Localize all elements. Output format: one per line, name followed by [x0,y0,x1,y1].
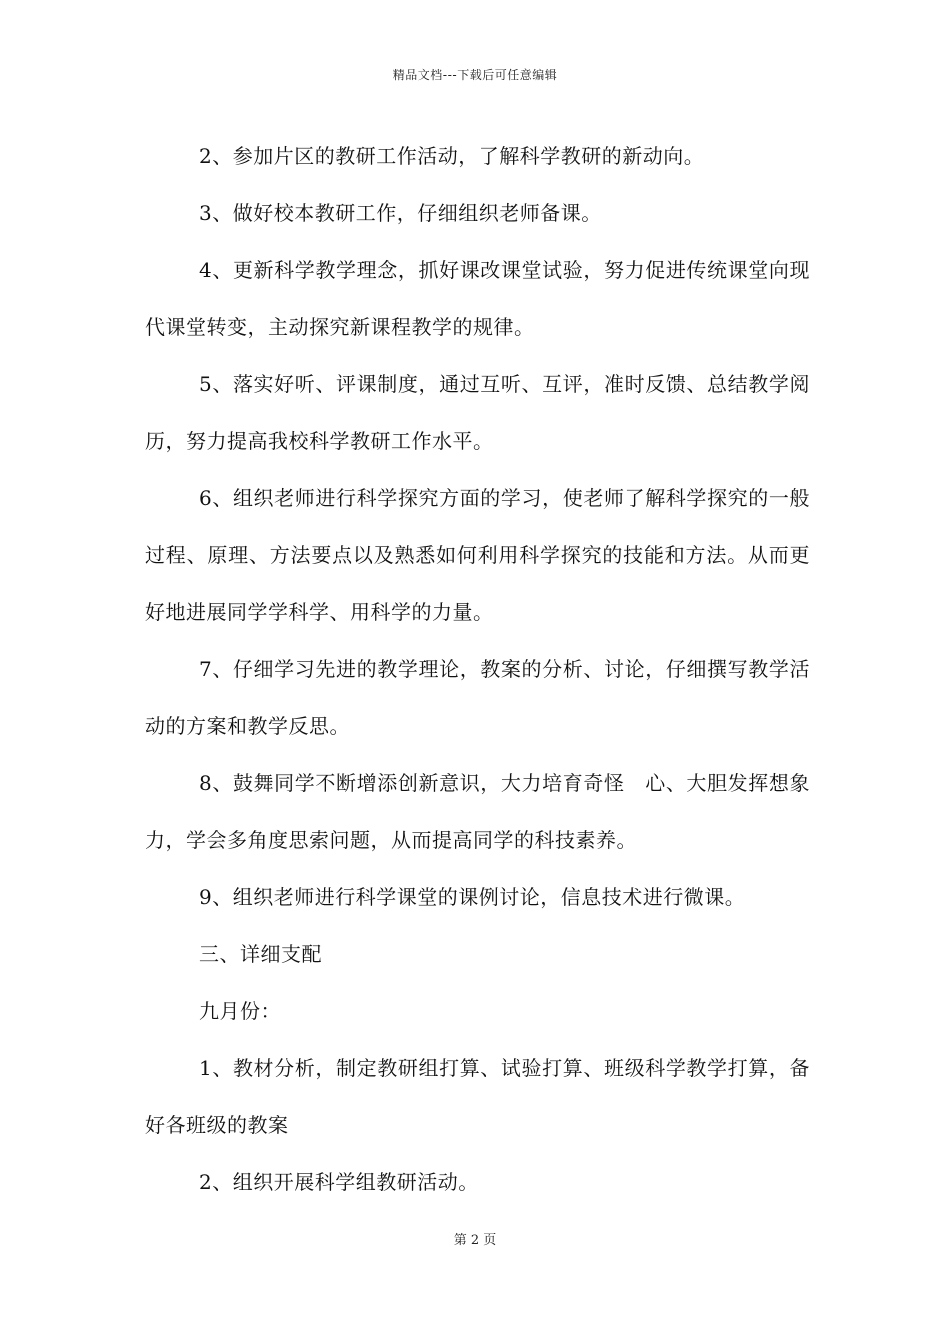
paragraph-item-9: 9、组织老师进行科学课堂的课例讨论，信息技术进行微课。 [199,885,746,909]
page-number: 第 2 页 [453,1233,497,1248]
paragraph-item-5: 5、落实好听、评课制度，通过互听、互评，准时反馈、总结教学阅历，努力提高我校科学教研工作水平。 [145,372,810,453]
month-heading: 九月份： [199,999,281,1023]
september-item-2: 2、组织开展科学组教研活动。 [199,1170,479,1194]
paragraph-item-6: 6、组织老师进行科学探究方面的学习，使老师了解科学探究的一般过程、原理、方法要点以及熟悉如何利用科学探究的技能和方法。从而更好地进展同学学科学、用科学的力量。 [145,486,810,624]
paragraph-item-8: 8、鼓舞同学不断增添创新意识，大力培育奇怪 心、大胆发挥想象力，学会多角度思索问题，从而提高同学的科技素养。 [145,771,810,852]
paragraph-item-4: 4、更新科学教学理念，抓好课改课堂试验，努力促进传统课堂向现代课堂转变，主动探究新课程教学的规律。 [145,258,810,339]
document-body [145,128,810,1211]
paragraph-item-3: 3、做好校本教研工作，仔细组织老师备课。 [199,201,602,225]
paragraph-item-7: 7、仔细学习先进的教学理论，教案的分析、讨论，仔细撰写教学活动的方案和教学反思。 [145,657,810,738]
section-heading: 三、详细支配 [199,942,322,966]
paragraph-item-2: 2、参加片区的教研工作活动，了解科学教研的新动向。 [199,144,705,168]
page-header: 精品文档---下载后可任意编辑 [392,68,558,82]
september-item-1: 1、教材分析，制定教研组打算、试验打算、班级科学教学打算，备好各班级的教案 [145,1056,810,1137]
